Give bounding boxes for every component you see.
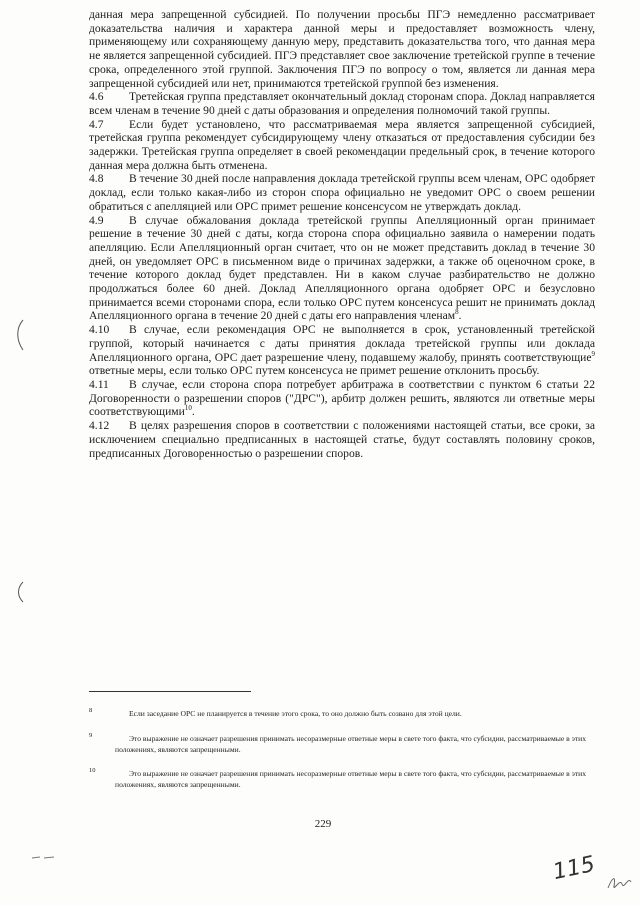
paragraph-text: В целях разрешения споров в соответствии с положениями настоящей статьи, все сроки, за исключением специально предписанных в настоящей статье, будут составлять половину сроков, предписанных Договоренностью о разрешении споров. <box>89 419 595 460</box>
paragraph-tail: . <box>191 405 195 419</box>
paragraph-number: 4.7 <box>89 117 104 131</box>
paragraph-text: В случае, если рекомендация ОРС не выполняется в срок, установленный третейской группой, который начинается с даты принятия доклада третейской группы или доклада Апелляционного органа, ОРС дает разрешение члену, подавшему жалобу, принять соответствующие <box>89 323 595 364</box>
footnote-text: Это выражение не означает разрешения принимать несоразмерные ответные меры в свете того факта, что субсидии, рассматриваемые в этих положениях, являются запрещенными. <box>115 769 587 789</box>
paragraph-number: 4.11 <box>89 377 109 391</box>
paragraph-4-11 <box>89 378 595 419</box>
margin-bracket-mark <box>14 318 26 352</box>
footnote-text: Это выражение не означает разрешения принимать несоразмерные ответные меры в свете того факта, что субсидии, рассматриваемые в этих положениях, являются запрещенными. <box>115 734 587 754</box>
paragraph-4-12 <box>89 419 595 460</box>
paragraph-text: Если будет установлено, что рассматриваемая мера является запрещенной субсидией, третейская группа рекомендует субсидирующему члену отказаться от предоставления субсидии без задержки. Третейская группа определяет в своей рекомендации предельный срок, в течение которого данная мера должна быть отменена. <box>89 117 595 172</box>
footnote-text: Если заседание ОРС не планируется в течение этого срока, то оно должно быть созвано для этой цели. <box>129 709 462 718</box>
footnote-8 <box>89 708 597 719</box>
paragraph-text: В случае, если сторона спора потребует арбитража в соответствии с пунктом 6 статьи 22 Договоренности о разрешении споров ("ДРС"), арбитр должен решить, являются ли ответные меры соответствующими <box>89 377 595 419</box>
page-number: 229 <box>314 818 332 830</box>
paragraph-tail: ответные меры, если только ОРС путем консенсуса не примет решение отклонить просьбу. <box>89 364 540 378</box>
paragraph-text: данная мера запрещенной субсидией. По получении просьбы ПГЭ немедленно рассматривает доказательства наличия и характера данной меры и предоставляет возможность члену, применяющему или сохраняющему данную меру, представить доказательства того, что данная мера не является запрещенной субсидией. ПГЭ представляет свое заключение третейской группе в течение срока, определенного этой группой. Заключения ПГЭ по вопросу о том, является ли данная мера запрещенной субсидией или нет, принимаются третейской группой без изменения. <box>89 8 595 90</box>
footnote-mark: 9 <box>89 732 93 739</box>
footnote-9 <box>89 733 597 755</box>
paragraph-continued <box>89 8 595 90</box>
footnote-ref[interactable]: 9 <box>591 349 595 358</box>
paragraph-number: 4.12 <box>89 419 110 433</box>
paragraph-text: Третейская группа представляет окончательный доклад сторонам спора. Доклад направляется всем членам в течение 90 дней с даты образования и определения полномочий такой группы. <box>89 90 595 117</box>
paragraph-number: 4.10 <box>89 323 110 337</box>
paragraph-4-9 <box>89 214 595 324</box>
margin-dash-mark <box>30 853 58 861</box>
footnote-10 <box>89 768 597 790</box>
paragraph-4-7 <box>89 118 595 173</box>
footnote-separator <box>89 691 251 692</box>
body-text <box>89 8 595 460</box>
paragraph-4-6 <box>89 90 595 117</box>
footnote-mark: 10 <box>89 767 96 774</box>
paragraph-text: В случае обжалования доклада третейской группы Апелляционный орган принимает решение в течение 30 дней с даты, когда сторона спора официально заявила о намерении подать апелляцию. Если Апелляционный орган считает, что он не может представить доклад в течение 30 дней, он уведомляет ОРС в письменном виде о причинах задержки, а также об оценочном сроке, в течение которого доклад будет представлен. Ни в каком случае разбирательство не должно продолжаться более 60 дней. Доклад Апелляционного органа одобряет ОРС и безусловно принимается всеми сторонами спора, если только ОРС путем консенсуса решит не принимать доклад Апелляционного органа в течение 20 дней с даты его направления членам <box>89 213 595 323</box>
paragraph-text: В течение 30 дней после направления доклада третейской группы всем членам, ОРС одобряет доклад, если только какая-либо из сторон спора официально не уведомит ОРС о своем решении обратиться с апелляцией или ОРС примет решение консенсусом не утверждать доклад. <box>89 172 595 213</box>
paragraph-4-8 <box>89 172 595 213</box>
paragraph-number: 4.8 <box>89 172 104 186</box>
footnote-ref[interactable]: 8 <box>455 308 459 317</box>
paragraph-tail: . <box>458 309 462 323</box>
footnote-ref[interactable]: 10 <box>184 404 192 413</box>
handwritten-scribble <box>604 868 634 896</box>
paragraph-number: 4.6 <box>89 90 104 104</box>
footnote-mark: 8 <box>89 707 93 714</box>
margin-bracket-mark <box>14 580 26 604</box>
paragraph-4-10 <box>89 323 595 378</box>
paragraph-number: 4.9 <box>89 213 104 227</box>
handwritten-page-number: 115 <box>550 851 598 886</box>
